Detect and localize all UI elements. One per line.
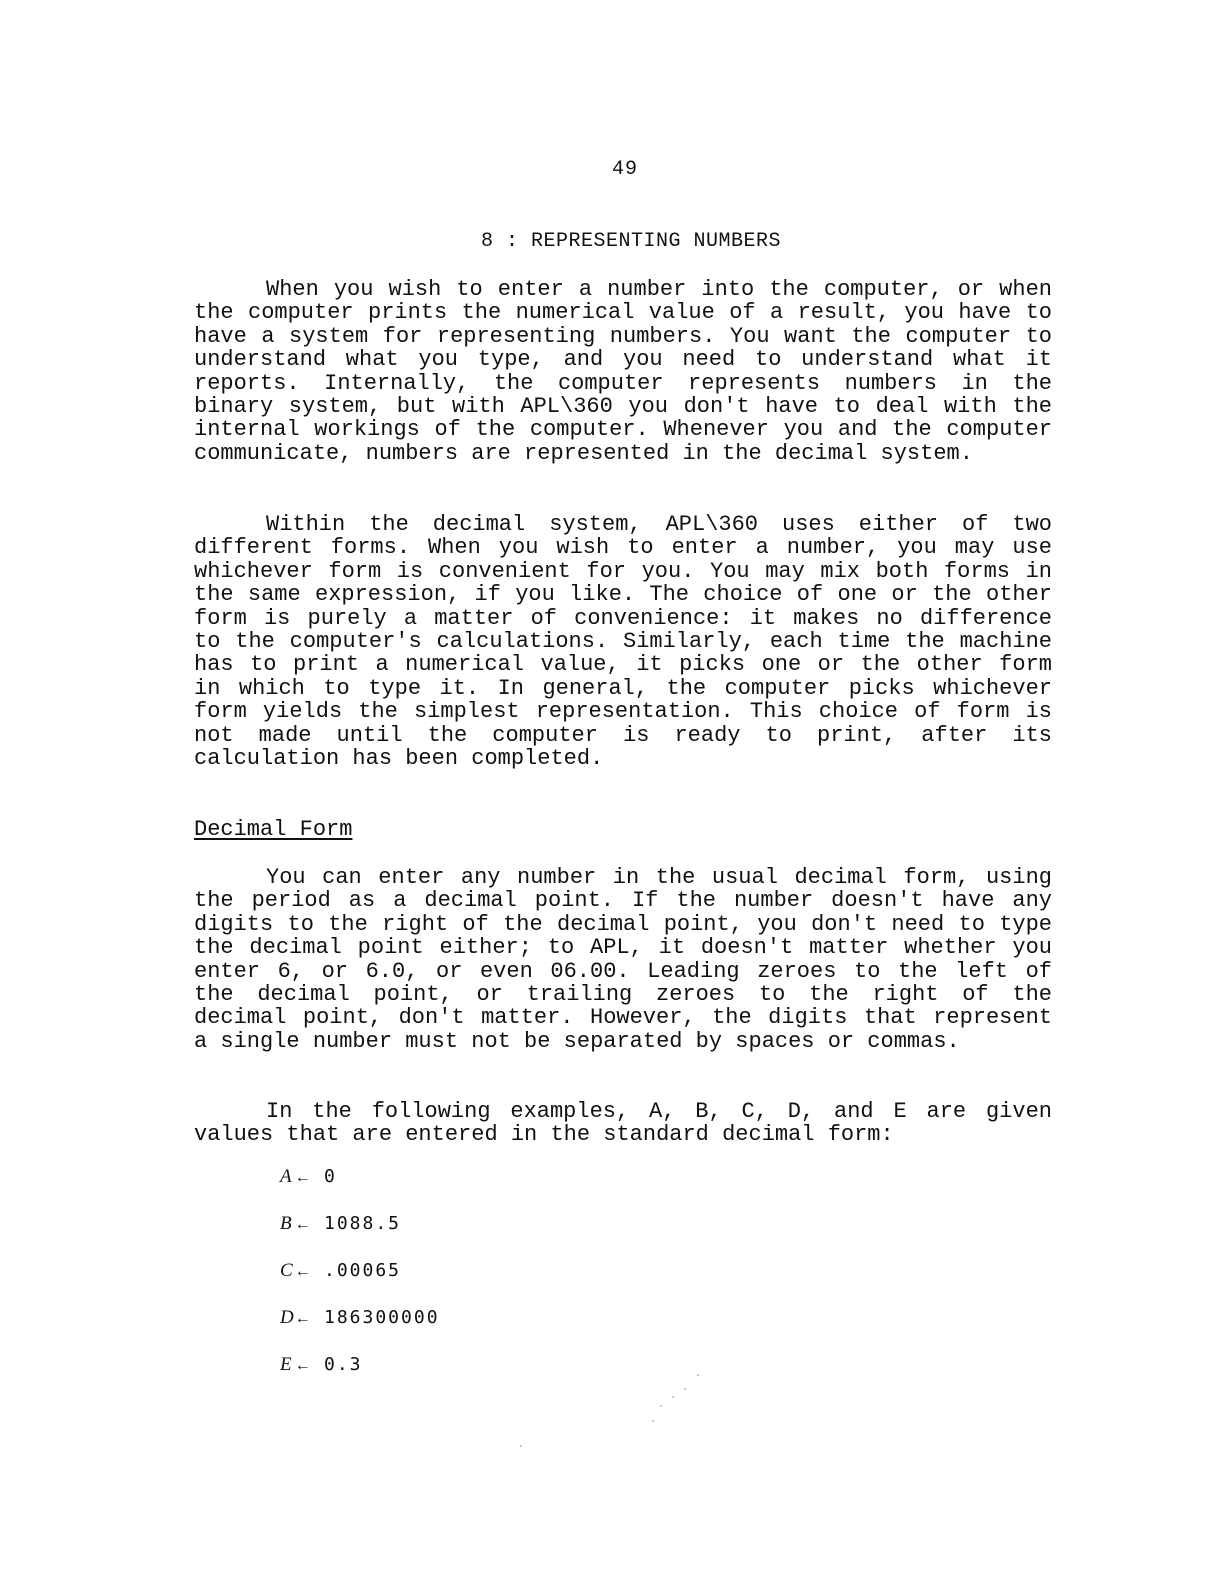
variable-name: B xyxy=(280,1213,292,1234)
example-line xyxy=(280,1307,440,1333)
scan-speck xyxy=(520,1445,522,1447)
body-paragraph: You can enter any number in the usual decimal form, using the period as a decimal point. If the number doesn't have any digits to the right of the decimal point, you don't need to type the decimal point either; to APL, it doesn't matter whether you enter 6, or 6.0, or even 06.00. Leading zeroes to the left of the decimal point, or trailing zeroes to the right of the decimal point, don't matter. However, the digits that represent a single number must not be separated by spaces or commas. xyxy=(194,865,1052,1054)
variable-name: E xyxy=(280,1354,292,1375)
example-value: 186300000 xyxy=(324,1307,440,1328)
page-number: 49 xyxy=(611,158,638,181)
assignment-arrow: ← xyxy=(298,1310,308,1328)
scan-speck xyxy=(684,1388,686,1390)
chapter-title: 8 : REPRESENTING NUMBERS xyxy=(480,230,782,253)
section-heading: Decimal Form xyxy=(194,817,353,842)
example-value: 1088.5 xyxy=(324,1213,402,1234)
example-value: 0 xyxy=(324,1166,337,1187)
example-line xyxy=(280,1260,401,1286)
assignment-arrow: ← xyxy=(298,1357,308,1375)
scan-speck xyxy=(660,1405,662,1407)
scan-speck xyxy=(697,1374,699,1376)
assignment-arrow: ← xyxy=(298,1263,308,1281)
variable-name: D xyxy=(280,1307,294,1328)
variable-name: C xyxy=(280,1260,293,1281)
scan-speck xyxy=(652,1420,654,1422)
example-value: 0.3 xyxy=(324,1354,363,1375)
variable-name: A xyxy=(280,1166,292,1187)
example-line xyxy=(280,1213,401,1239)
scan-speck xyxy=(672,1396,674,1398)
example-line xyxy=(280,1166,337,1192)
assignment-arrow: ← xyxy=(298,1169,308,1187)
assignment-arrow: ← xyxy=(298,1216,308,1234)
body-paragraph: In the following examples, A, B, C, D, and E are given values that are entered in the standard decimal form: xyxy=(194,1099,1052,1148)
example-line xyxy=(280,1354,363,1380)
example-value: .00065 xyxy=(324,1260,402,1281)
body-paragraph: Within the decimal system, APL\360 uses either of two different forms. When you wish to enter a number, you may use whichever form is convenient for you. You may mix both forms in the same expression, if you like. The choice of one or the other form is purely a matter of convenience: it makes no difference to the computer's calculations. Similarly, each time the machine has to print a numerical value, it picks one or the other form in which to type it. In general, the computer picks whichever form yields the simplest representation. This choice of form is not made until the computer is ready to print, after its calculation has been completed. xyxy=(194,512,1052,772)
body-paragraph: When you wish to enter a number into the computer, or when the computer prints the numerical value of a result, you have to have a system for representing numbers. You want the computer to understand what you type, and you need to understand what it reports. Internally, the computer represents numbers in the binary system, but with APL\360 you don't have to deal with the internal workings of the computer. Whenever you and the computer communicate, numbers are represented in the decimal system. xyxy=(194,277,1052,466)
